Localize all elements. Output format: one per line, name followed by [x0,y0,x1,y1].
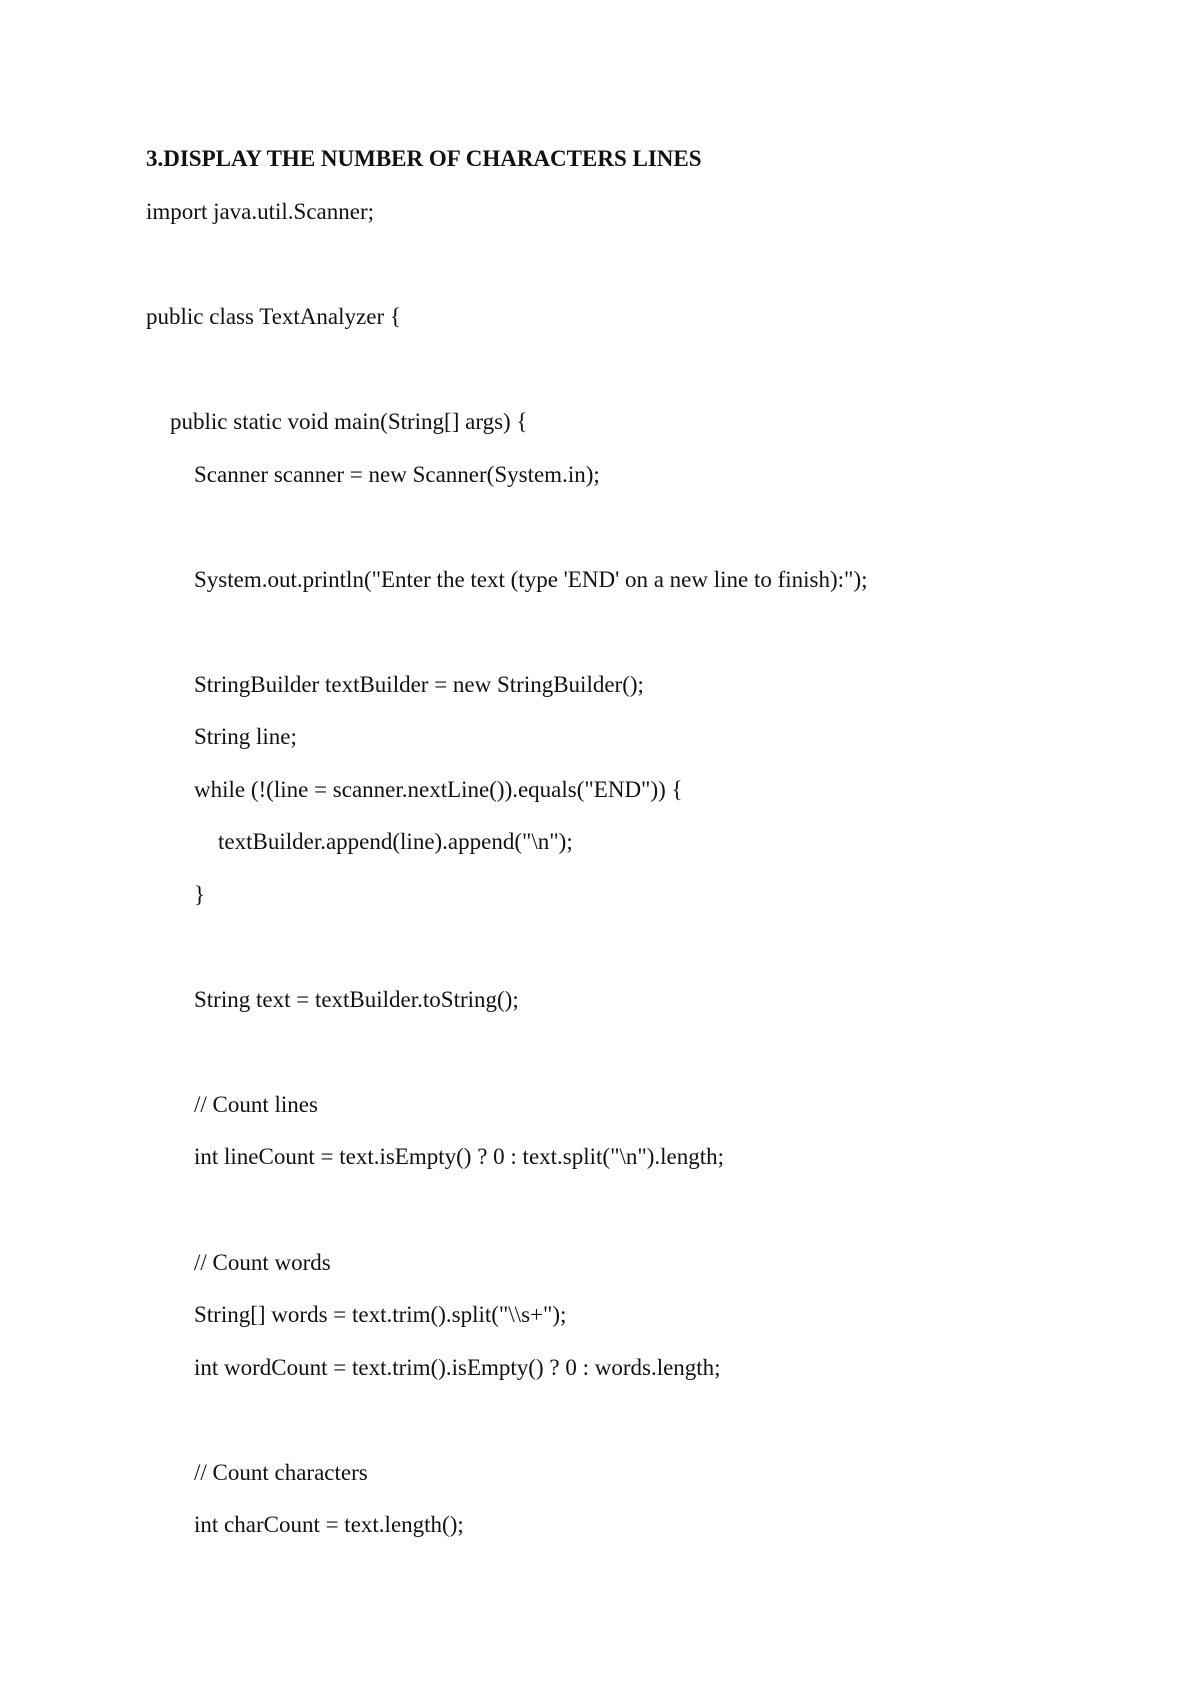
code-line: StringBuilder textBuilder = new StringBuilder(); [194,672,644,697]
code-line: } [194,882,206,907]
code-line: String line; [194,724,297,749]
code-line: Scanner scanner = new Scanner(System.in); [194,462,600,487]
code-line: public static void main(String[] args) { [170,409,528,434]
code-line: String text = textBuilder.toString(); [194,987,519,1012]
code-line: // Count lines [194,1092,318,1117]
code-line: int charCount = text.length(); [194,1512,464,1537]
code-line: String[] words = text.trim().split("\\s+"); [194,1302,567,1327]
code-line: System.out.println("Enter the text (type 'END' on a new line to finish):"); [194,567,868,592]
code-line: int lineCount = text.isEmpty() ? 0 : text.split("\n").length; [194,1144,725,1169]
code-line: public class TextAnalyzer { [146,304,401,329]
code-line: int wordCount = text.trim().isEmpty() ? 0 : words.length; [194,1355,721,1380]
section-heading: 3.DISPLAY THE NUMBER OF CHARACTERS LINES [146,146,702,171]
code-line: textBuilder.append(line).append("\n"); [218,829,573,854]
code-line: // Count words [194,1250,331,1275]
code-line: // Count characters [194,1460,368,1485]
code-line: import java.util.Scanner; [146,199,375,224]
code-line: while (!(line = scanner.nextLine()).equals("END")) { [194,777,683,802]
